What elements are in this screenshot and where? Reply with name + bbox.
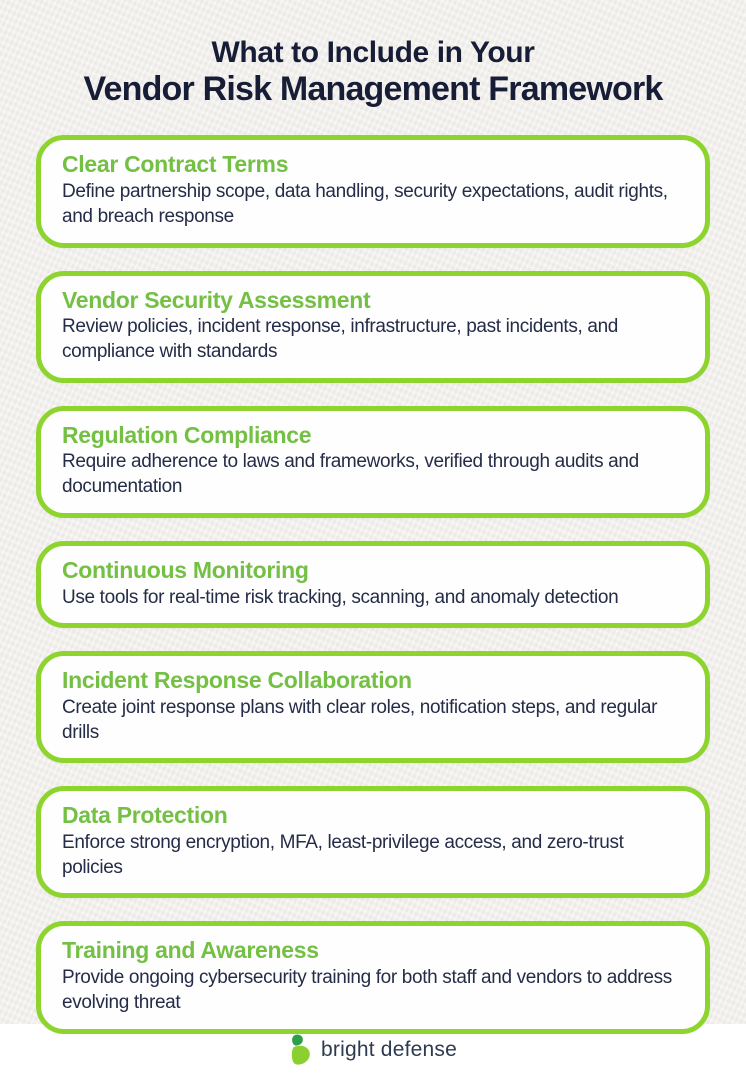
page-title-line1: What to Include in Your [211,36,535,69]
card-regulation-compliance [36,406,710,518]
card-heading: Continuous Monitoring [62,556,309,583]
card-body: Provide ongoing cybersecurity training for both staff and vendors to address evolving threat [62,967,672,1013]
card-heading: Training and Awareness [62,937,319,964]
card-body: Enforce strong encryption, MFA, least-privilege access, and zero-trust policies [62,832,624,878]
page-title [0,0,746,108]
card-body: Review policies, incident response, infrastructure, past incidents, and compliance with standards [62,316,619,362]
footer-logo-text: bright defense [321,1037,457,1061]
card-body: Use tools for real-time risk tracking, scanning, and anomaly detection [62,586,619,608]
card-heading: Data Protection [62,802,228,829]
card-heading: Incident Response Collaboration [62,667,412,694]
card-heading: Vendor Security Assessment [62,286,371,313]
card-list [36,135,710,1033]
card-incident-response-collaboration [36,651,710,763]
card-training-and-awareness [36,921,710,1033]
card-body: Require adherence to laws and frameworks, verified through audits and documentation [62,451,639,498]
bright-defense-logo-icon [289,1034,312,1066]
card-continuous-monitoring [36,541,710,628]
card-clear-contract-terms [36,135,710,247]
card-heading: Regulation Compliance [62,421,312,448]
card-vendor-security-assessment [36,271,710,383]
card-body: Create joint response plans with clear roles, notification steps, and regular drills [62,696,658,743]
footer-logo [0,1034,746,1078]
page-title-line2: Vendor Risk Management Framework [83,70,663,108]
card-data-protection [36,786,710,898]
card-heading: Clear Contract Terms [62,151,289,178]
card-body: Define partnership scope, data handling, security expectations, audit rights, and breach response [62,181,668,227]
